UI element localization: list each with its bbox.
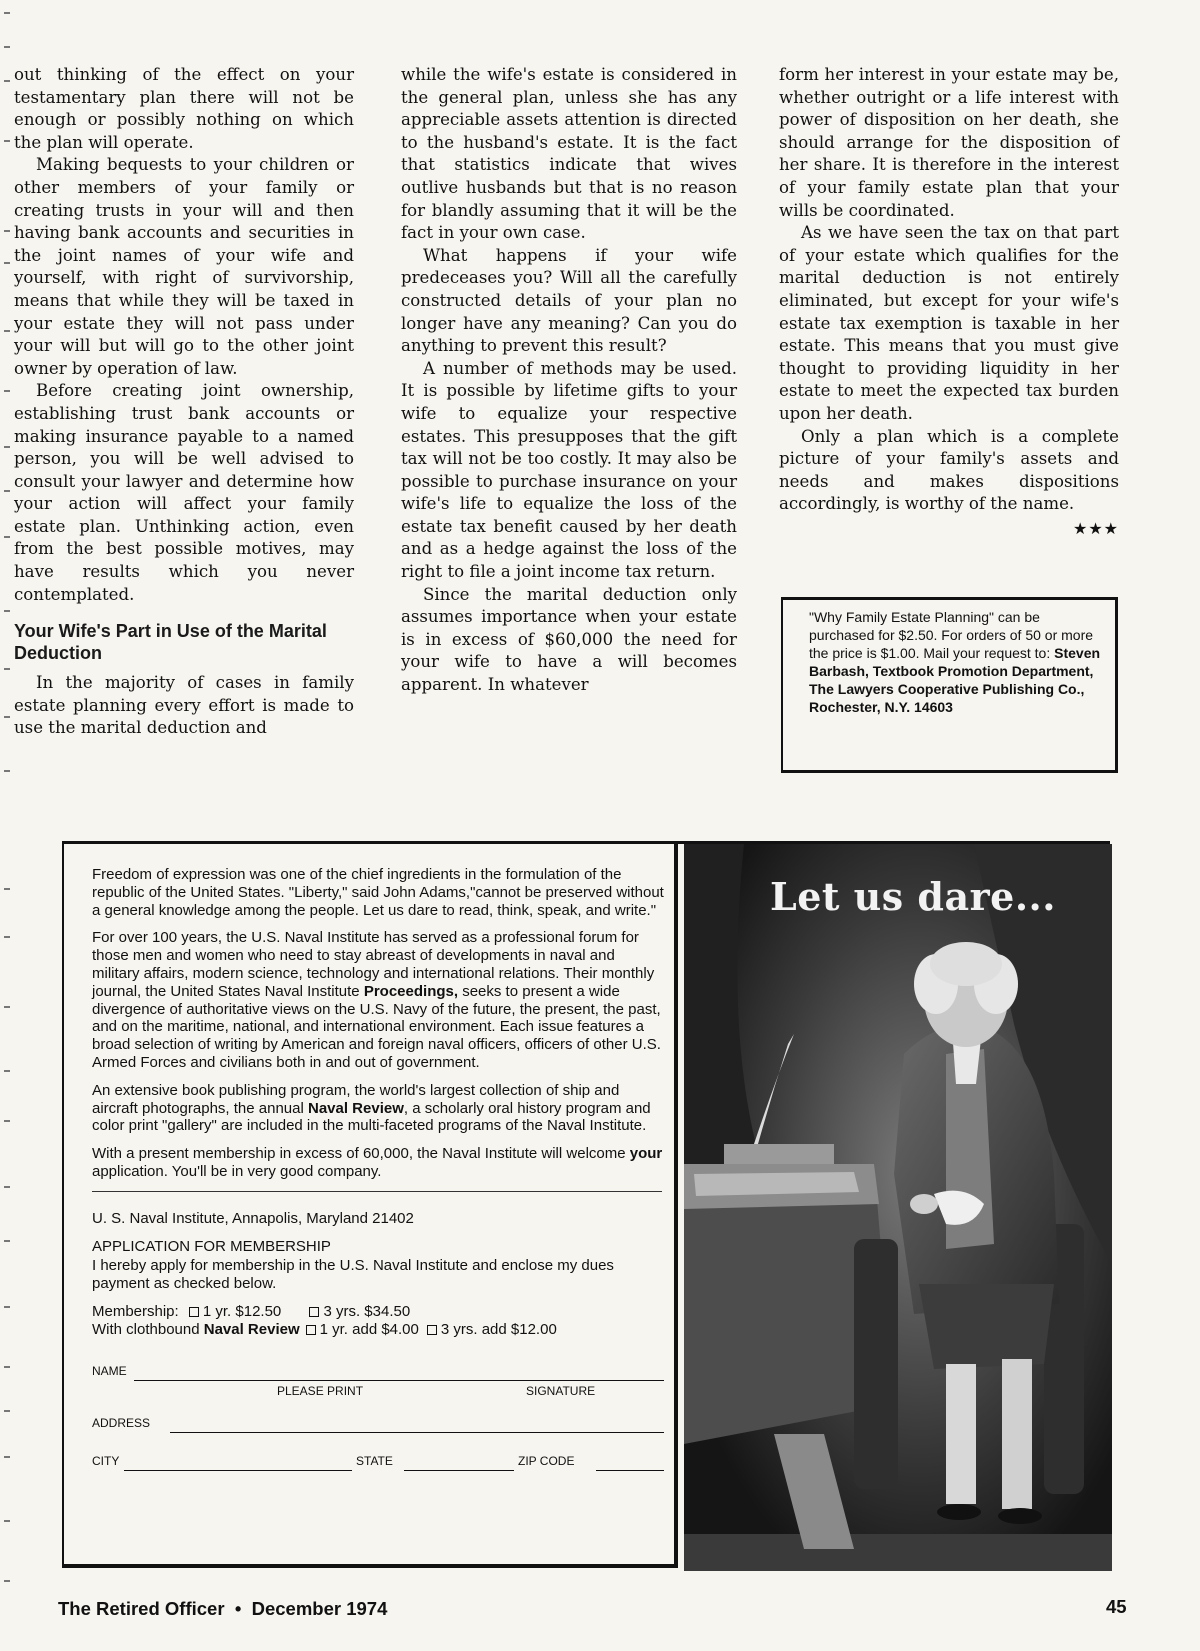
page-number: 45 bbox=[1106, 1596, 1127, 1617]
article-column-1 bbox=[14, 64, 354, 740]
name-label: NAME bbox=[92, 1363, 127, 1378]
issue-date: December 1974 bbox=[251, 1598, 388, 1619]
order-info-contact: Steven Barbash, Textbook Promotion Department, The Lawyers Cooperative Publishing Co., Rochester, N.Y. 14603 bbox=[809, 645, 1101, 715]
col3-paragraph-1: form her interest in your estate may be, whether outright or a life interest with power of disposition on her death, she should arrange for the disposition of her share. It is therefore in the interest of your family estate plan that your wills be coordinated. bbox=[779, 65, 1119, 220]
ad-text-panel bbox=[64, 844, 678, 1568]
page-footer bbox=[58, 1598, 387, 1620]
ad-p4-bold: your bbox=[629, 1145, 663, 1163]
ad-p2-text-a: For over 100 years, the U.S. Naval Institute has served as a professional forum for those men and women who need to stay abreast of developments in naval and military affairs, modern science, technology and international relations. Their monthly journal, the United States Naval Institute bbox=[92, 929, 655, 1000]
order-info-box bbox=[781, 597, 1118, 773]
address-field[interactable] bbox=[170, 1432, 664, 1433]
clothbound-label: With clothbound bbox=[92, 1320, 204, 1338]
membership-label: Membership: bbox=[92, 1302, 179, 1320]
option-cb-3yr-label: 3 yrs. add $12.00 bbox=[440, 1320, 557, 1338]
membership-options bbox=[92, 1303, 664, 1321]
footer-separator: • bbox=[234, 1598, 242, 1619]
address-label: ADDRESS bbox=[92, 1415, 151, 1430]
application-text: I hereby apply for membership in the U.S. Naval Institute and enclose my dues payment as checked below. bbox=[92, 1257, 614, 1293]
city-field[interactable] bbox=[124, 1470, 352, 1471]
state-field[interactable] bbox=[404, 1470, 514, 1471]
col1-paragraph-2: Making bequests to your children or other members of your family or creating trusts in your will and then having bank accounts and securities in the joint names of your wife and yourself, with right of survivorship, means that while they will be taxed in your estate they will not pass under your will but will go to the other joint owner by operation of law. bbox=[14, 155, 354, 378]
name-signature-row bbox=[92, 1349, 667, 1398]
end-mark-stars: ★★★ bbox=[1072, 518, 1119, 538]
ad-p3-bold: Naval Review bbox=[307, 1099, 404, 1117]
col2-paragraph-3: A number of methods may be used. It is possible by lifetime gifts to your wife to equalize your respective estates. This presupposes that the gift tax will not be too costly. It may also be possible to purchase insurance on your wife's life to equalize the loss of the estate tax benefit caused by her death and as a hedge against the loss of the right to file a joint income tax return. bbox=[401, 358, 737, 582]
ad-paragraph-3 bbox=[92, 1082, 664, 1135]
city-label: CITY bbox=[92, 1453, 120, 1468]
ad-divider bbox=[92, 1191, 662, 1192]
col1-paragraph-3: Before creating joint ownership, establishing trust bank accounts or making insurance payable to a named person, you will be well advised to consult your lawyer and determine how your action will affect your family estate plan. Unthinking action, even from the best possible motives, may have results which you never contemplated. bbox=[14, 381, 354, 604]
please-print-label: PLEASE PRINT bbox=[277, 1383, 364, 1398]
col1-paragraph-1: out thinking of the effect on your testamentary plan there will not be enough or possibly nothing on which the plan will operate. bbox=[14, 65, 354, 152]
option-cb-1yr-label: 1 yr. add $4.00 bbox=[319, 1320, 419, 1338]
col2-paragraph-4: Since the marital deduction only assumes importance when your estate is in excess of $60,000 the need for your wife to have a will becomes apparent. In whatever bbox=[401, 584, 737, 695]
clothbound-options bbox=[92, 1321, 664, 1339]
section-heading: Your Wife's Part in Use of the Marital Deduction bbox=[14, 621, 327, 664]
name-field[interactable] bbox=[134, 1380, 664, 1381]
address-row bbox=[92, 1401, 667, 1437]
ad-headline: Let us dare... bbox=[770, 874, 1057, 919]
ad-p3-text-a: An extensive book publishing program, the world's largest collection of ship and aircraft photographs, the annual bbox=[92, 1081, 620, 1117]
option-3yr-label: 3 yrs. $34.50 bbox=[323, 1302, 411, 1320]
ad-p2-bold: Proceedings, bbox=[363, 982, 459, 1000]
option-1yr-label: 1 yr. $12.50 bbox=[202, 1302, 282, 1320]
order-info-text: "Why Family Estate Planning" can be purchased for $2.50. For orders of 50 or more the price is $1.00. Mail your request to: bbox=[809, 609, 1094, 661]
publication-title: The Retired Officer bbox=[58, 1598, 225, 1619]
john-adams-portrait bbox=[684, 844, 1112, 1571]
ad-p3-text-b: , a scholarly oral history program and color print "gallery" are included in the multi-faceted programs of the Naval Institute. bbox=[92, 1099, 651, 1135]
naval-institute-ad bbox=[62, 841, 1110, 1568]
institute-address: U. S. Naval Institute, Annapolis, Maryland 21402 bbox=[92, 1209, 414, 1227]
ad-p2-text-b: seeks to present a wide divergence of authoritative views on the U.S. Navy of the future, the present, the past, and on the maritime, national, and international environment. Each issue features a broad selection of writing by American and foreign naval officers, officers of other U.S. Armed Forces and civilians both in and out of government. bbox=[92, 982, 661, 1071]
zip-field[interactable] bbox=[596, 1470, 664, 1471]
ad-paragraph-2 bbox=[92, 929, 664, 1071]
clothbound-bold: Naval Review bbox=[203, 1320, 300, 1338]
signature-label: SIGNATURE bbox=[526, 1383, 596, 1398]
col2-paragraph-2: What happens if your wife predeceases you? Will all the carefully constructed details of your plan no longer have any meaning? Can you do anything to prevent this result? bbox=[401, 245, 737, 356]
portrait-illustration bbox=[684, 844, 1112, 1571]
city-state-zip-row bbox=[92, 1439, 667, 1475]
application-title: APPLICATION FOR MEMBERSHIP bbox=[92, 1237, 331, 1255]
col1-paragraph-4: In the majority of cases in family estate planning every effort is made to use the marital deduction and bbox=[14, 673, 354, 738]
state-label: STATE bbox=[356, 1453, 393, 1468]
article-column-3 bbox=[779, 64, 1119, 540]
col2-paragraph-1: while the wife's estate is considered in the general plan, unless she has any appreciable assets attention is directed to the husband's estate. It is the fact that statistics indicate that wives outlive husbands but that is no reason for blandly assuming that it will be the fact in your own case. bbox=[401, 65, 737, 243]
col3-paragraph-2: As we have seen the tax on that part of your estate which qualifies for the marital deduction is not entirely eliminated, but except for your wife's estate tax exemption is taxable in her estate. This means that you must give thought to providing liquidity in her estate to meet the expected tax burden upon her death. bbox=[779, 223, 1119, 423]
checkbox-3yr[interactable] bbox=[309, 1307, 319, 1317]
ad-p4-text-a: With a present membership in excess of 60,000, the Naval Institute will welcome bbox=[92, 1145, 630, 1163]
col3-paragraph-3: Only a plan which is a complete picture of your family's assets and needs and makes dispositions accordingly, is worthy of the name. bbox=[779, 426, 1119, 514]
zip-label: ZIP CODE bbox=[518, 1453, 575, 1468]
checkbox-clothbound-3yr[interactable] bbox=[427, 1325, 437, 1335]
margin-marks bbox=[2, 0, 14, 1600]
ad-p4-text-b: application. You'll be in very good company. bbox=[92, 1162, 382, 1180]
article-column-2 bbox=[401, 64, 737, 697]
ad-paragraph-4 bbox=[92, 1145, 664, 1181]
checkbox-1yr[interactable] bbox=[189, 1307, 199, 1317]
ad-paragraph-1: Freedom of expression was one of the chief ingredients in the formulation of the republic of the United States. "Liberty," said John Adams,"cannot be preserved without a general knowledge among the people. Let us dare to read, think, speak, and write." bbox=[92, 866, 664, 919]
checkbox-clothbound-1yr[interactable] bbox=[306, 1325, 316, 1335]
